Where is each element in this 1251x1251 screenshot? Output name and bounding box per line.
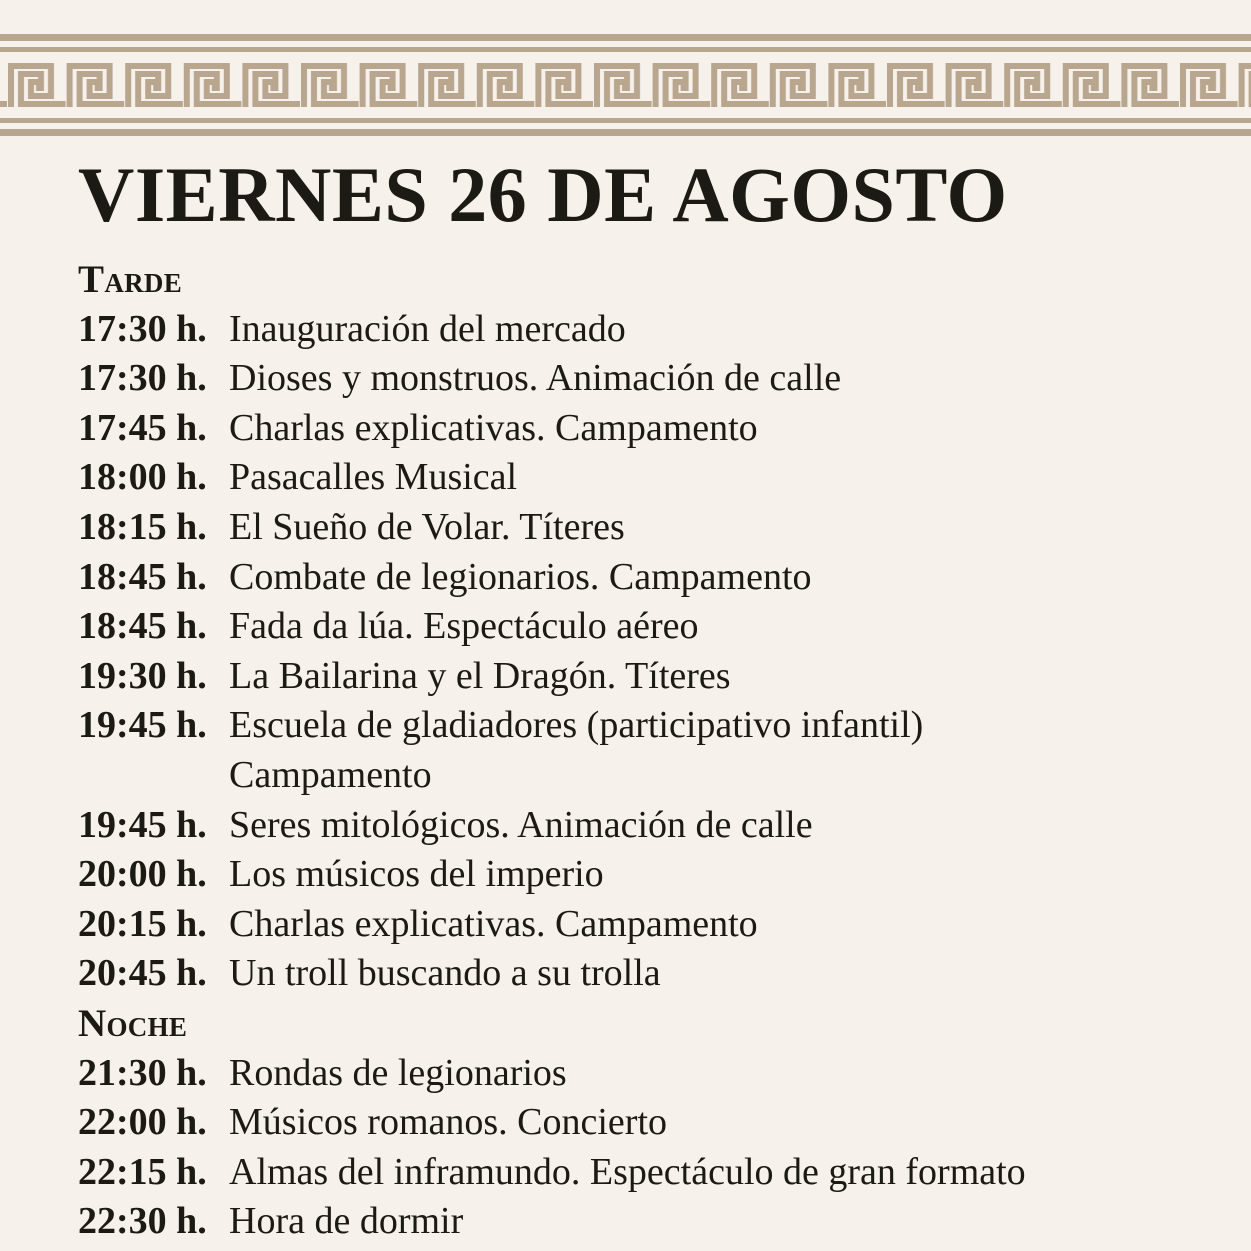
event-time: 22:15 h. bbox=[78, 1150, 207, 1193]
event-title: Seres mitológicos. Animación de calle bbox=[229, 803, 813, 846]
schedule-row bbox=[78, 602, 1238, 652]
event-title: Combate de legionarios. Campamento bbox=[229, 555, 812, 598]
event-time: 17:30 h. bbox=[78, 357, 207, 400]
event-time: 21:30 h. bbox=[78, 1051, 207, 1094]
event-time: 18:45 h. bbox=[78, 555, 207, 598]
event-title: Charlas explicativas. Campamento bbox=[229, 406, 758, 449]
event-time: 18:45 h. bbox=[78, 605, 207, 648]
event-title: Los músicos del imperio bbox=[229, 853, 604, 896]
event-title: Hora de dormir bbox=[229, 1200, 464, 1243]
schedule bbox=[78, 255, 1238, 1247]
event-title: Fada da lúa. Espectáculo aéreo bbox=[229, 605, 699, 648]
schedule-row bbox=[78, 354, 1238, 404]
event-time: 19:45 h. bbox=[78, 704, 207, 747]
event-title: Un troll buscando a su trolla bbox=[229, 952, 661, 995]
schedule-row bbox=[78, 900, 1238, 950]
event-title: Campamento bbox=[229, 753, 432, 796]
day-title: VIERNES 26 DE AGOSTO bbox=[78, 151, 1008, 238]
schedule-row bbox=[78, 453, 1238, 503]
schedule-row bbox=[78, 503, 1238, 553]
schedule-row bbox=[78, 1098, 1238, 1148]
event-time: 22:30 h. bbox=[78, 1200, 207, 1243]
event-title: Charlas explicativas. Campamento bbox=[229, 902, 758, 945]
event-time: 20:00 h. bbox=[78, 853, 207, 896]
greek-key-border bbox=[0, 34, 1251, 136]
schedule-row bbox=[78, 404, 1238, 454]
event-title: Escuela de gladiadores (participativo infantil) bbox=[229, 704, 924, 747]
event-title: Pasacalles Musical bbox=[229, 456, 518, 499]
event-time: 17:30 h. bbox=[78, 307, 207, 350]
schedule-row bbox=[78, 305, 1238, 355]
schedule-row bbox=[78, 701, 1238, 751]
schedule-row bbox=[78, 553, 1238, 603]
schedule-row bbox=[78, 949, 1238, 999]
event-time: 20:45 h. bbox=[78, 952, 207, 995]
schedule-row bbox=[78, 652, 1238, 702]
schedule-row bbox=[78, 1148, 1238, 1198]
schedule-row bbox=[78, 850, 1238, 900]
event-time: 20:15 h. bbox=[78, 902, 207, 945]
section-label-tarde: Tarde bbox=[78, 258, 183, 301]
event-time: 18:15 h. bbox=[78, 505, 207, 548]
section-label-noche: Noche bbox=[78, 1001, 188, 1045]
schedule-row bbox=[78, 801, 1238, 851]
schedule-row bbox=[78, 1197, 1238, 1247]
event-time: 17:45 h. bbox=[78, 406, 207, 449]
event-time: 18:00 h. bbox=[78, 456, 207, 499]
event-time: 19:30 h. bbox=[78, 654, 207, 697]
schedule-row bbox=[78, 1049, 1238, 1099]
event-title: Rondas de legionarios bbox=[229, 1051, 567, 1094]
event-title: Almas del inframundo. Espectáculo de gran formato bbox=[229, 1150, 1026, 1193]
event-title: Inauguración del mercado bbox=[229, 307, 626, 350]
event-time: 19:45 h. bbox=[78, 803, 207, 846]
event-time: 22:00 h. bbox=[78, 1101, 207, 1144]
event-title: Dioses y monstruos. Animación de calle bbox=[229, 357, 842, 400]
schedule-row-continuation bbox=[78, 751, 1238, 801]
event-title: El Sueño de Volar. Títeres bbox=[229, 505, 625, 548]
event-title: La Bailarina y el Dragón. Títeres bbox=[229, 654, 731, 697]
event-title: Músicos romanos. Concierto bbox=[229, 1101, 668, 1144]
